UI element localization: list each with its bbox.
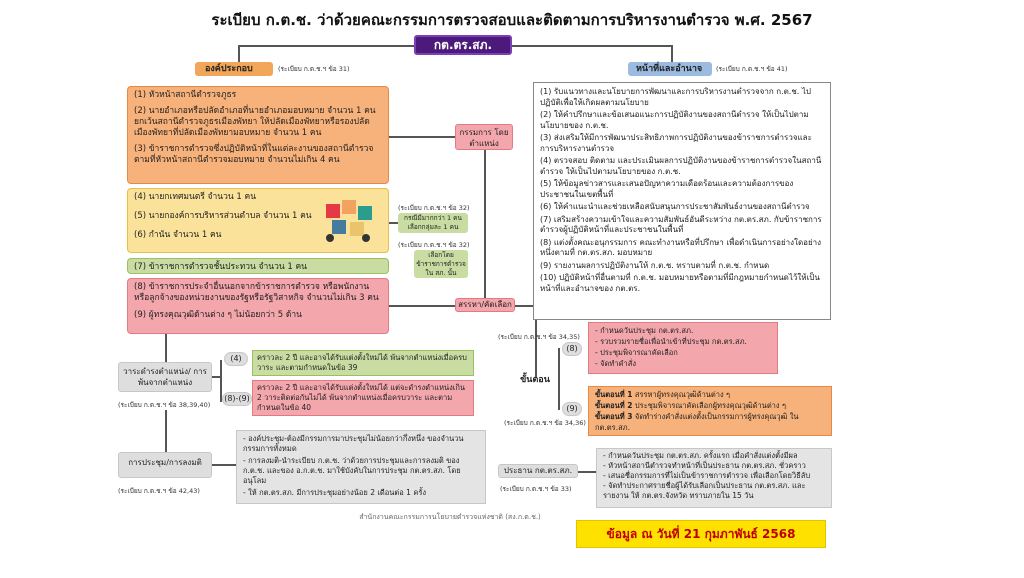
chair-box: ประธาน กต.ตร.สภ. <box>498 464 578 478</box>
step8-tag: (8) <box>562 342 582 356</box>
member-2: (2) นายอำเภอหรือปลัดอำเภอที่นายอำเภอมอบหมาย จำนวน 1 คน ยกเว้นสถานีตำรวจภูธรเมืองพัทยา ให้ปลัดเมืองพัทยาหรือรองปลัดเมืองพัทยาที่ปลัดเมืองพัทยามอบหมาย จำนวน 1 คน <box>134 106 376 138</box>
term-89-text: คราวละ 2 ปี และอาจได้รับแต่งตั้งใหม่ได้ แต่จะดำรงตำแหน่งเกิน 2 วาระติดต่อกันไม่ได้ พ้นจากตำแหน่งเมื่อครบวาระ และตามกำหนดในข้อ 40 <box>252 380 474 416</box>
duties-header: หน้าที่และอำนาจ <box>628 62 712 76</box>
duty-2: (2) ให้คำปรึกษาและข้อเสนอแนะการปฏิบัติงานของสถานีตำรวจ ให้เป็นไปตามนโยบายของ ก.ต.ช. <box>540 110 809 130</box>
meeting-ref: (ระเบียบ ก.ต.ช.ฯ ข้อ 42,43) <box>118 487 200 495</box>
connector-steps-split <box>558 348 560 410</box>
meeting-box: การประชุม/การลงมติ <box>118 452 212 478</box>
member-5: (5) นายกองค์การบริหารส่วนตำบล จำนวน 1 คน <box>134 211 312 221</box>
member-6: (6) กำนัน จำนวน 1 คน <box>134 230 222 240</box>
step9-item-1-head: ขั้นตอนที่ 1 <box>595 390 633 399</box>
puzzle-illustration <box>318 196 378 246</box>
meeting-note-3: - ให้ กต.ตร.สภ. มีการประชุมอย่างน้อย 2 เดือนต่อ 1 ครั้ง <box>243 488 427 497</box>
step8-item-4: - จัดทำคำสั่ง <box>595 359 636 368</box>
member-7: (7) ข้าราชการตำรวจชั้นประทวน จำนวน 1 คน <box>127 258 389 274</box>
duty-9: (9) รายงานผลการปฏิบัติงานให้ ก.ต.ช. ทราบตามที่ ก.ต.ช. กำหนด <box>540 260 770 270</box>
chair-note-2: - หัวหน้าสถานีตำรวจทำหน้าที่เป็นประธาน กต.ตร.สภ. ชั่วคราว <box>603 461 806 470</box>
duty-6: (6) ให้คำแนะนำและช่วยเหลือสนับสนุนการประชาสัมพันธ์งานของสถานีตำรวจ <box>540 202 810 211</box>
meeting-note-1: - องค์ประชุม-ต้องมีกรรมการมาประชุมไม่น้อยกว่ากึ่งหนึ่ง ของจำนวนกรรมการทั้งหมด <box>243 434 464 453</box>
composition-header: องค์ประกอบ <box>195 62 273 76</box>
step9-item-1 <box>595 389 825 400</box>
meeting-note-2: - การลงมติ-นำระเบียบ ก.ต.ช. ว่าด้วยการประชุมและการลงมติ ของ ก.ต.ช. และของ อ.ก.ต.ช. มาใช้บังคับในการประชุม กต.ตร.สภ. โดยอนุโลม <box>243 456 461 485</box>
connector-recruit-right <box>515 305 535 307</box>
chair-notes <box>596 448 832 508</box>
step9-item-3 <box>595 411 825 433</box>
duty-8: (8) แต่งตั้งคณะอนุกรรมการ คณะทำงานหรือที่ปรึกษา เพื่อดำเนินการอย่างใดอย่างหนึ่งตามที่ กต.ตร.สภ. มอบหมาย <box>540 237 822 257</box>
duty-1: (1) รับแนวทางและนโยบายการพัฒนาและการบริหารงานตำรวจจาก ก.ต.ช. ไปปฏิบัติเพื่อให้เกิดผลตามนโยบาย <box>540 87 811 107</box>
step9-box <box>588 386 832 436</box>
connector-chair <box>578 471 596 473</box>
member-1: (1) หัวหน้าสถานีตำรวจภูธร <box>134 90 237 100</box>
connector-term-split <box>220 360 222 402</box>
duty-3: (3) ส่งเสริมให้มีการพัฒนาประสิทธิภาพการปฏิบัติงานของข้าราชการตำรวจและการบริหารงานตำรวจ <box>540 133 812 153</box>
member-8: (8) ข้าราชการประจำอื่นนอกจากข้าราชการตำรวจ หรือพนักงาน หรือลูกจ้างของหน่วยงานของรัฐหรือรัฐวิสาหกิจ จำนวนไม่เกิน 3 คน <box>134 282 379 303</box>
connector-select-1 <box>389 222 398 224</box>
chair-ref: (ระเบียบ ก.ต.ช.ฯ ข้อ 33) <box>500 485 572 493</box>
duty-10: (10) ปฏิบัติหน้าที่อื่นตามที่ ก.ต.ช. มอบหมายหรือตามที่มีกฎหมายกำหนดไว้ให้เป็นหน้าที่และอำนาจของ กต.ตร. <box>540 273 820 293</box>
connector-recruit <box>389 305 455 307</box>
duty-7: (7) เสริมสร้างความเข้าใจและความสัมพันธ์อันดีระหว่าง กต.ตร.สภ. กับข้าราชการตำรวจผู้ปฏิบัติหน้าที่และประชาชนในพื้นที่ <box>540 214 822 234</box>
select-note-1: กรณีมีมากกว่า 1 คน เลือกกลุ่มละ 1 คน <box>398 213 468 233</box>
step9-item-2-head: ขั้นตอนที่ 2 <box>595 401 633 410</box>
steps-label: ขั้นตอน <box>520 375 550 385</box>
connector-meeting <box>165 410 167 452</box>
composition-ref: (ระเบียบ ก.ต.ช.ฯ ข้อ 31) <box>278 65 350 73</box>
step8-item-2: - รวบรวมรายชื่อเพื่อนำเข้าที่ประชุม กต.ตร.สภ. <box>595 337 747 346</box>
center-node: กต.ตร.สภ. <box>414 35 512 55</box>
connector-meeting-right <box>212 464 236 466</box>
term-box: วาระดำรงตำแหน่ง/ การพ้นจากตำแหน่ง <box>118 362 212 392</box>
duty-5: (5) ให้ข้อมูลข่าวสารและเสนอปัญหาความเดือดร้อนและความต้องการของประชาชนในเขตพื้นที่ <box>540 179 794 199</box>
term-ref: (ระเบียบ ก.ต.ช.ฯ ข้อ 38,39,40) <box>118 401 211 409</box>
ref-32a: (ระเบียบ ก.ต.ช.ฯ ข้อ 32) <box>398 204 470 212</box>
connector-left <box>238 45 414 47</box>
step8-ref: (ระเบียบ ก.ต.ช.ฯ ข้อ 34,35) <box>498 333 580 341</box>
date-note: ข้อมูล ณ วันที่ 21 กุมภาพันธ์ 2568 <box>576 520 826 548</box>
connector-right <box>512 45 672 47</box>
duty-4: (4) ตรวจสอบ ติดตาม และประเมินผลการปฏิบัติงานของข้าราชการตำรวจในสถานีตำรวจ ให้เป็นไปตามนโยบายของ ก.ต.ช. <box>540 156 822 176</box>
step8-item-3: - ประชุมพิจารณาคัดเลือก <box>595 348 678 357</box>
step9-item-3-head: ขั้นตอนที่ 3 <box>595 412 633 421</box>
connector-term-right <box>212 376 220 378</box>
meeting-notes <box>236 430 486 504</box>
composition-orange-block <box>127 86 389 184</box>
step9-ref: (ระเบียบ ก.ต.ช.ฯ ข้อ 34,36) <box>504 419 586 427</box>
step9-item-2-text: ประชุมพิจารณาคัดเลือกผู้ทรงคุณวุฒิด้านต่าง ๆ <box>634 401 786 410</box>
member-9: (9) ผู้ทรงคุณวุฒิด้านต่าง ๆ ไม่น้อยกว่า 5 ด้าน <box>134 310 302 320</box>
connector-position <box>389 136 455 138</box>
connector-right-down <box>671 45 673 62</box>
recruit-select: สรรหา/คัดเลือก <box>455 298 515 312</box>
step8-item-1: - กำหนดวันประชุม กต.ตร.สภ. <box>595 326 694 335</box>
chair-note-3: - เสนอชื่อกรรมการที่ไม่เป็นข้าราชการตำรวจ เพื่อเลือกโดยวิธีลับ <box>603 471 811 480</box>
connector-term <box>165 334 167 362</box>
connector-left-down <box>238 45 240 63</box>
step8-box <box>588 322 778 374</box>
member-4: (4) นายกเทศมนตรี จำนวน 1 คน <box>134 192 257 202</box>
page-title: ระเบียบ ก.ต.ช. ว่าด้วยคณะกรรมการตรวจสอบและติดตามการบริหารงานตำรวจ พ.ศ. 2567 <box>211 11 813 29</box>
chair-note-1: - กำหนดวันประชุม กต.ตร.สภ. ครั้งแรก เมื่อคำสั่งแต่งตั้งมีผล <box>603 451 798 460</box>
committee-by-position: กรรมการ โดยตำแหน่ง <box>455 124 513 150</box>
ref-32b: (ระเบียบ ก.ต.ช.ฯ ข้อ 32) <box>398 241 470 249</box>
step9-item-1-text: สรรหาผู้ทรงคุณวุฒิด้านต่าง ๆ <box>634 390 731 399</box>
step9-item-3-text: จัดทำร่างคำสั่งแต่งตั้งเป็นกรรมการผู้ทรงคุณวุฒิ ใน กต.ตร.สภ. <box>595 412 799 432</box>
duties-ref: (ระเบียบ ก.ต.ช.ฯ ข้อ 41) <box>716 65 788 73</box>
member-3: (3) ข้าราชการตำรวจซึ่งปฏิบัติหน้าที่ในแต่ละงานของสถานีตำรวจ ตามที่หัวหน้าสถานีตำรวจมอบหมาย จำนวนไม่เกิน 4 คน <box>134 144 374 165</box>
footer-agency: สำนักงานคณะกรรมการนโยบายตำรวจแห่งชาติ (สง.ก.ต.ช.) <box>359 513 541 521</box>
duties-list <box>533 82 831 320</box>
connector-mid-down <box>484 150 486 298</box>
step9-tag: (9) <box>562 402 582 416</box>
select-note-2: เลือกโดย ข้าราชการตำรวจ ใน สภ. นั้น <box>414 250 468 278</box>
composition-pink-block <box>127 278 389 334</box>
term-4-tag: (4) <box>224 352 248 366</box>
term-4-text: คราวละ 2 ปี และอาจได้รับแต่งตั้งใหม่ได้ พ้นจากตำแหน่งเมื่อครบวาระ และตามกำหนดในข้อ 39 <box>252 350 474 376</box>
step9-item-2 <box>595 400 825 411</box>
chair-note-4: - จัดทำประกาศรายชื่อผู้ได้รับเลือกเป็นประธาน กต.ตร.สภ. และรายงาน ให้ กต.ตร.จังหวัด ทราบภายใน 15 วัน <box>603 481 806 500</box>
term-89-tag: (8)-(9) <box>222 392 252 406</box>
